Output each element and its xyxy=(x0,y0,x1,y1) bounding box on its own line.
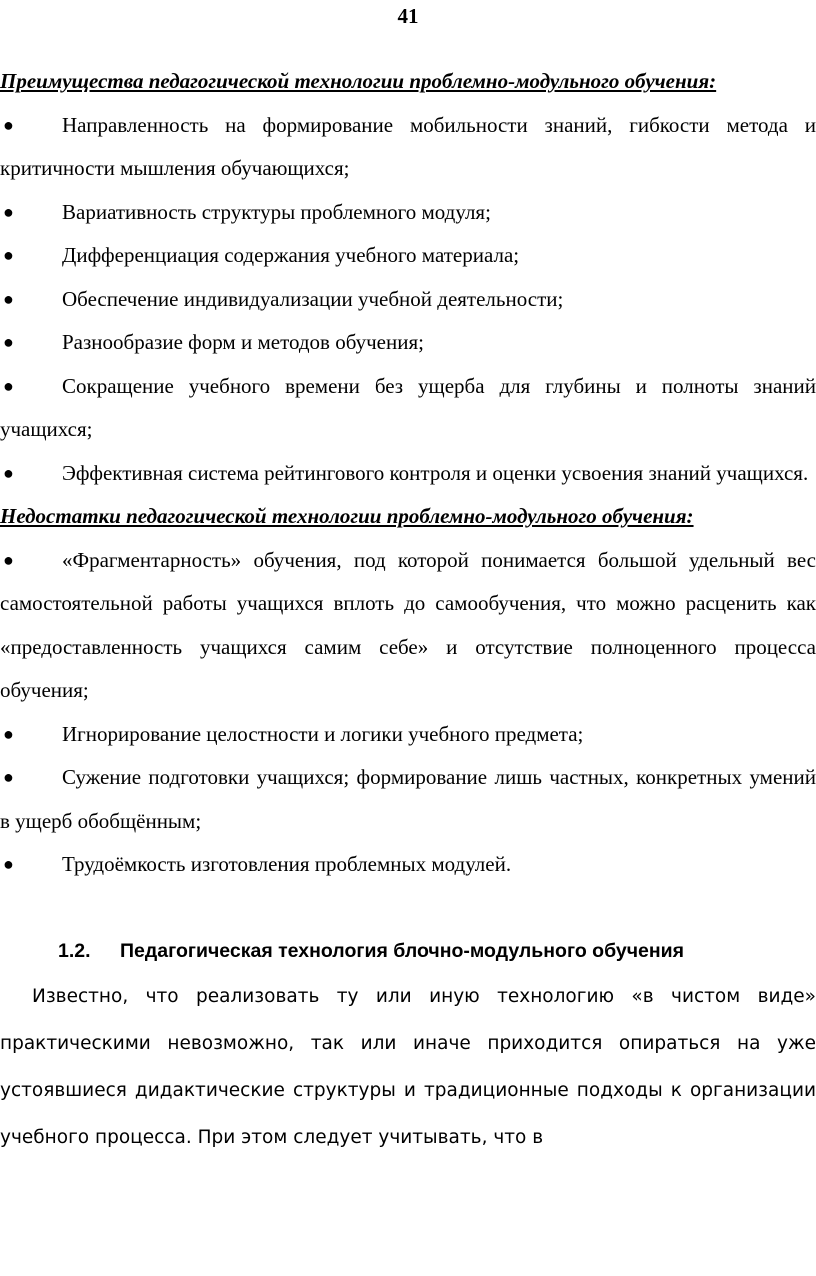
section-paragraph: Известно, что реализовать ту или иную технологию «в чистом виде» практическими невозможно, так или иначе приходится опираться на уже устоявшиеся дидактические структуры и традиционные подходы к организации учебного процесса. При этом следует учитывать, что в xyxy=(0,986,816,1148)
list-item: ● Направленность на формирование мобильности знаний, гибкости метода и критичности мышления обучающихся; xyxy=(0,104,816,191)
bullet-icon: ● xyxy=(3,549,14,570)
section-number: 1.2. xyxy=(58,939,91,962)
list-item: ● Игнорирование целостности и логики учебного предмета; xyxy=(0,713,816,757)
list-item: ● «Фрагментарность» обучения, под которой понимается большой удельный вес самостоятельной работы учащихся вплоть до самообучения, что можно расценить как «предоставленность учащихся самим себе» и отсутствие полноценного процесса обучения; xyxy=(0,539,816,713)
list-item: ● Дифференциация содержания учебного материала; xyxy=(0,234,816,278)
list-item: ● Разнообразие форм и методов обучения; xyxy=(0,321,816,365)
disadvantages-heading: Недостатки педагогической технологии проблемно-модульного обучения: xyxy=(0,504,694,528)
bullet-icon: ● xyxy=(3,288,14,309)
list-item: ● Вариативность структуры проблемного модуля; xyxy=(0,191,816,235)
bullet-icon: ● xyxy=(3,375,14,396)
section-title xyxy=(0,930,816,974)
bullet-icon: ● xyxy=(3,332,14,352)
bullet-icon: ● xyxy=(3,201,14,222)
list-item: ● Сокращение учебного времени без ущерба для глубины и полноты знаний учащихся; xyxy=(0,365,816,452)
advantages-list xyxy=(0,104,816,496)
bullet-icon: ● xyxy=(3,723,14,744)
list-item: ● Трудоёмкость изготовления проблемных модулей. xyxy=(0,843,816,887)
section-title-text: Педагогическая технология блочно-модульного обучения xyxy=(120,939,685,962)
list-item: ● Сужение подготовки учащихся; формирование лишь частных, конкретных умений в ущерб обобщённым; xyxy=(0,756,816,843)
document-body xyxy=(0,60,816,1161)
bullet-icon: ● xyxy=(3,462,14,483)
advantages-heading: Преимущества педагогической технологии проблемно-модульного обучения: xyxy=(0,69,717,93)
list-item: ● Эффективная система рейтингового контроля и оценки усвоения знаний учащихся. xyxy=(0,452,816,496)
page-number: 41 xyxy=(397,4,419,28)
disadvantages-list xyxy=(0,539,816,887)
bullet-icon: ● xyxy=(3,854,14,874)
list-item: ● Обеспечение индивидуализации учебной деятельности; xyxy=(0,278,816,322)
bullet-icon: ● xyxy=(3,114,14,135)
bullet-icon: ● xyxy=(3,245,14,265)
bullet-icon: ● xyxy=(3,767,14,787)
